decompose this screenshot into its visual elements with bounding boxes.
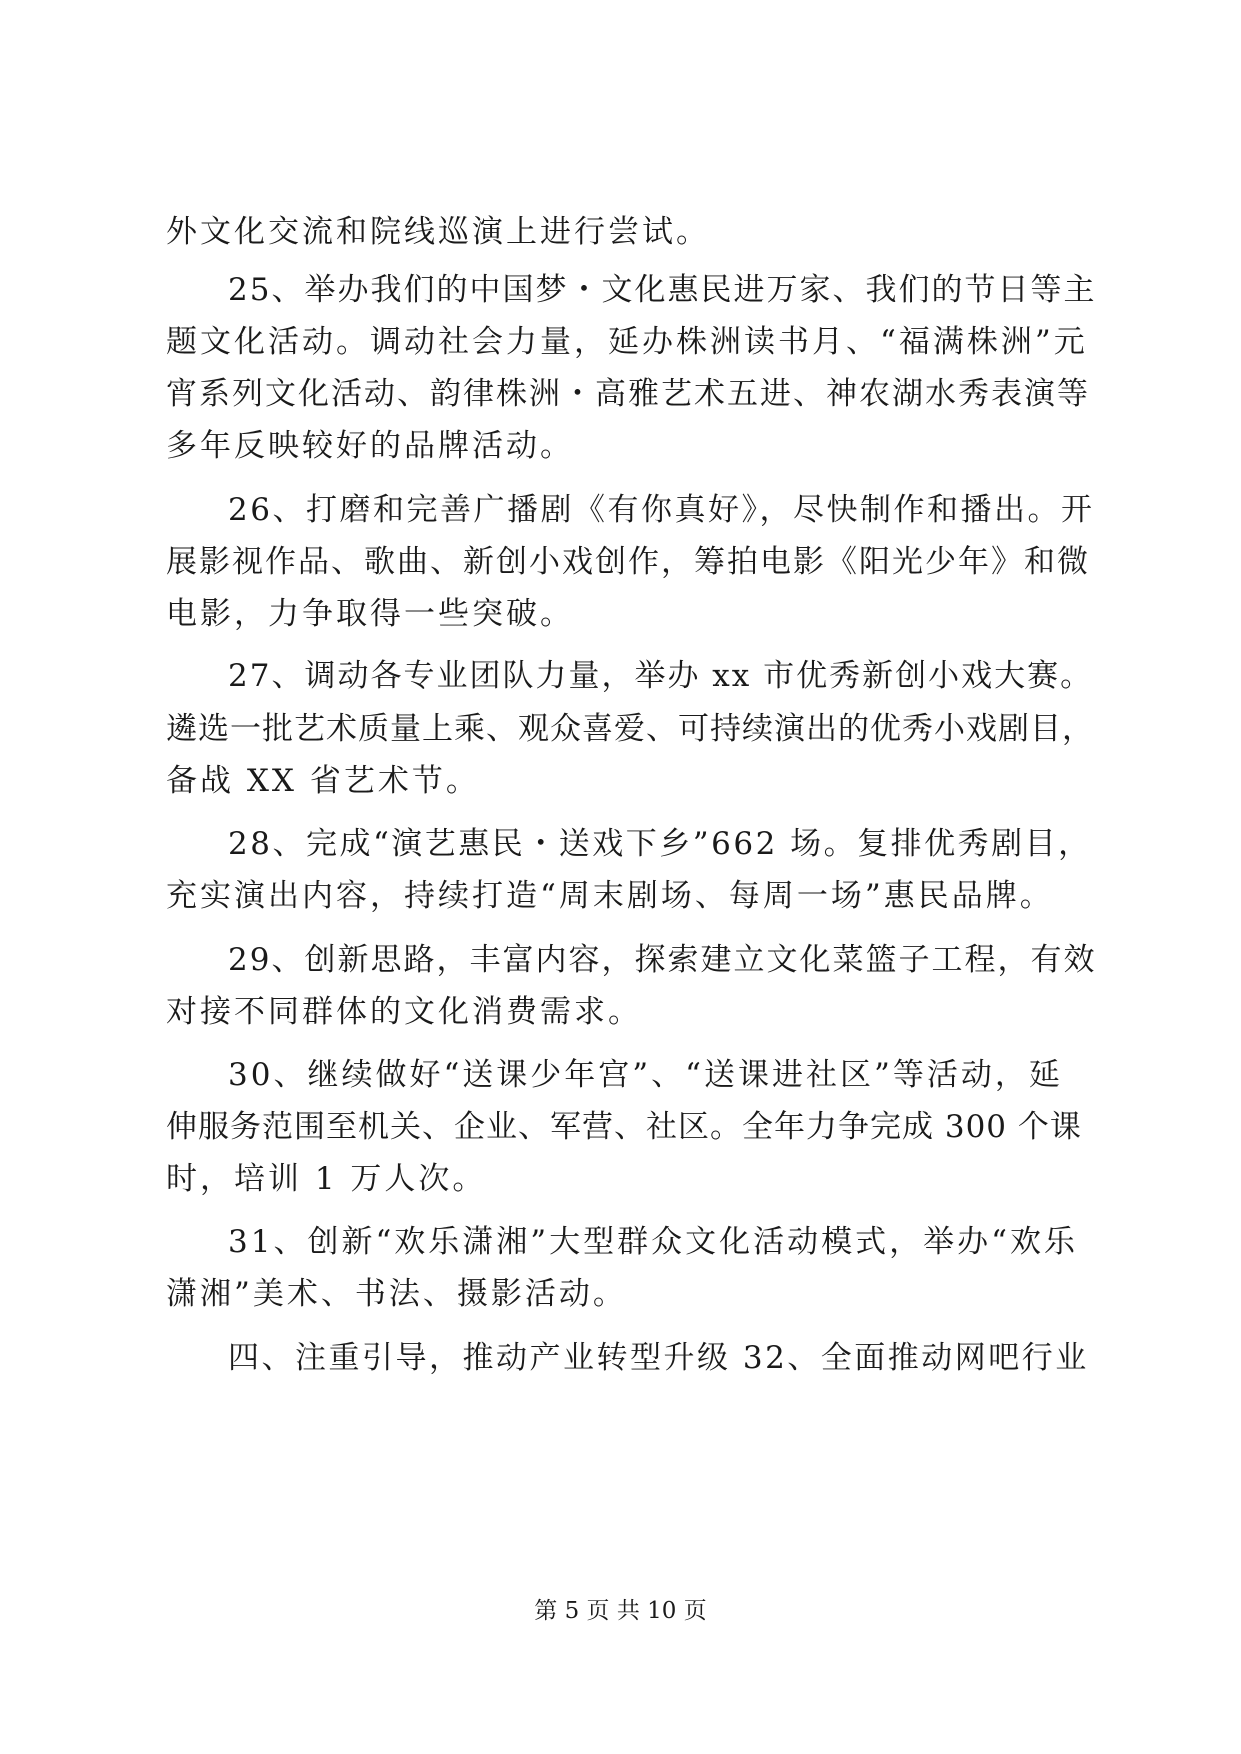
text-line: 31、创新“欢乐潇湘”大型群众文化活动模式，举办“欢乐 <box>228 1224 1078 1260</box>
text-line: 潇湘”美术、书法、摄影活动。 <box>166 1276 627 1312</box>
text-line: 外文化交流和院线巡演上进行尝试。 <box>166 214 710 250</box>
text-line: 题文化活动。调动社会力量，延办株洲读书月、“福满株洲”元 <box>166 324 1088 360</box>
text-line: 四、注重引导，推动产业转型升级 32、全面推动网吧行业 <box>228 1340 1089 1376</box>
text-line: 27、调动各专业团队力量，举办 xx 市优秀新创小戏大赛。 <box>228 658 1094 694</box>
text-line: 时，培训 1 万人次。 <box>166 1161 487 1197</box>
text-line: 28、完成“演艺惠民・送戏下乡”662 场。复排优秀剧目， <box>228 826 1092 862</box>
text-line: 充实演出内容，持续打造“周末剧场、每周一场”惠民品牌。 <box>166 878 1054 914</box>
text-line: 电影，力争取得一些突破。 <box>166 596 574 632</box>
text-line: 宵系列文化活动、韵律株洲・高雅艺术五进、神农湖水秀表演等 <box>166 376 1090 412</box>
text-line: 多年反映较好的品牌活动。 <box>166 428 574 464</box>
text-line: 29、创新思路，丰富内容，探索建立文化菜篮子工程，有效 <box>228 942 1097 978</box>
text-line: 展影视作品、歌曲、新创小戏创作，筹拍电影《阳光少年》和微 <box>166 544 1090 580</box>
text-line: 备战 XX 省艺术节。 <box>166 763 480 799</box>
page-number-footer: 第 5 页 共 10 页 <box>534 1598 707 1624</box>
text-line: 遴选一批艺术质量上乘、观众喜爱、可持续演出的优秀小戏剧目， <box>166 711 1094 747</box>
text-line: 对接不同群体的文化消费需求。 <box>166 994 642 1030</box>
text-line: 30、继续做好“送课少年宫”、“送课进社区”等活动，延 <box>228 1057 1063 1093</box>
text-line: 26、打磨和完善广播剧《有你真好》，尽快制作和播出。开 <box>228 492 1095 528</box>
text-line: 伸服务范围至机关、企业、军营、社区。全年力争完成 300 个课 <box>166 1109 1082 1145</box>
text-line: 25、举办我们的中国梦・文化惠民进万家、我们的节日等主 <box>228 272 1097 308</box>
